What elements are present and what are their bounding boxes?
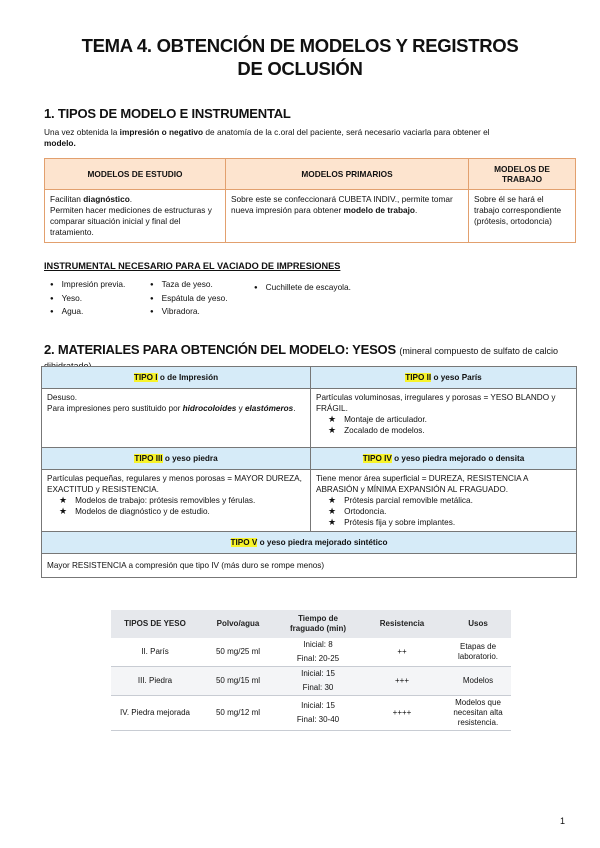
- fraguado-inicial: Inicial: 15: [301, 701, 335, 710]
- instrumental-heading: INSTRUMENTAL NECESARIO PARA EL VACIADO DE IMPRESIONES: [44, 261, 341, 271]
- fraguado-inicial: Inicial: 8: [303, 640, 333, 649]
- tipo-tag: TIPO V: [230, 538, 258, 547]
- tipo-label: o yeso piedra mejorado o densita: [391, 454, 525, 463]
- tipo-label: o yeso piedra mejorado sintético: [257, 538, 388, 547]
- table-header: TIPOS DE YESO: [111, 610, 199, 638]
- cell-resistencia: +++: [359, 667, 445, 696]
- intro-bold: impresión o negativo: [119, 127, 204, 137]
- cell-polvo: 50 mg/15 ml: [199, 667, 277, 696]
- tipo4-header: [311, 448, 577, 470]
- tipo3-body: [42, 470, 311, 532]
- list-item: ● Espátula de yeso.: [150, 292, 228, 306]
- table-header: Resistencia: [359, 610, 445, 638]
- cell-resistencia: ++: [359, 638, 445, 667]
- fraguado-final: Final: 30: [302, 683, 334, 692]
- list-item: ● Taza de yeso.: [150, 278, 228, 292]
- instrumental-list-3: [254, 281, 351, 295]
- instrumental-list-1: [50, 278, 125, 319]
- tipo-tag: TIPO II: [405, 373, 432, 382]
- table-header: Tiempo de fraguado (min): [277, 610, 359, 638]
- cell-resistencia: ++++: [359, 696, 445, 731]
- cell-bold: diagnóstico: [83, 194, 130, 204]
- table-header: MODELOS DE TRABAJO: [469, 159, 576, 190]
- fraguado-final: Final: 20-25: [296, 654, 340, 663]
- table-row: [111, 696, 511, 731]
- tipo-label: o yeso París: [431, 373, 482, 382]
- cell-text: Sobre este se confeccionará CUBETA INDIV., permite tomar nueva impresión para obtener: [231, 194, 453, 215]
- section1-intro: [44, 127, 514, 149]
- cell-text: Facilitan: [50, 194, 84, 204]
- cell-tipo: IV. Piedra mejorada: [111, 696, 199, 731]
- list-item: ● Vibradora.: [150, 305, 228, 319]
- text: Para impresiones pero sustituido por: [47, 404, 183, 413]
- fraguado-final: Final: 30-40: [296, 715, 340, 724]
- text-bold: elastómeros: [244, 404, 294, 413]
- tipo5-body: Mayor RESISTENCIA a compresión que tipo IV (más duro se rompe menos): [42, 554, 577, 578]
- cell-usos: Modelos: [445, 667, 511, 696]
- table-cell: Sobre él se hará el trabajo correspondiente (prótesis, ortodoncia): [469, 190, 576, 243]
- tipo-tag: TIPO I: [133, 373, 158, 382]
- table-header: MODELOS DE ESTUDIO: [45, 159, 226, 190]
- tipo-label: o yeso piedra: [162, 454, 218, 463]
- model-types-table: [44, 158, 576, 243]
- instrumental-list-2: [150, 278, 228, 319]
- cell-usos: Etapas de laboratorio.: [445, 638, 511, 667]
- tipo3-text: Partículas pequeñas, regulares y menos porosas = MAYOR DUREZA, EXACTITUD y RESISTENCIA.: [47, 474, 302, 494]
- tipo1-line: [47, 403, 305, 414]
- star-item: ★ Montaje de articulador.: [328, 414, 571, 425]
- star-item: ★ Prótesis parcial removible metálica.: [328, 495, 571, 506]
- star-item: ★ Prótesis fija y sobre implantes.: [328, 517, 571, 528]
- tipo1-header: [42, 367, 311, 389]
- title-line-1: TEMA 4. OBTENCIÓN DE MODELOS Y REGISTROS: [81, 35, 519, 56]
- cell-fraguado: [277, 638, 359, 667]
- title-line-2: DE OCLUSIÓN: [237, 58, 363, 79]
- tipo4-text: Tiene menor área superficial = DUREZA, RESISTENCIA A ABRASIÓN y MÍNIMA EXPANSIÓN AL FRAGUADO.: [316, 474, 528, 494]
- tipo1-line: Desuso.: [47, 393, 78, 402]
- cell-polvo: 50 mg/25 ml: [199, 638, 277, 667]
- text: .: [293, 404, 296, 413]
- cell-bold: modelo de trabajo: [343, 205, 416, 215]
- tipo2-header: [311, 367, 577, 389]
- fraguado-inicial: Inicial: 15: [301, 669, 335, 678]
- yesos-table: [41, 366, 577, 578]
- cell-polvo: 50 mg/12 ml: [199, 696, 277, 731]
- table-row: [111, 667, 511, 696]
- tipo4-body: [311, 470, 577, 532]
- table-row: [111, 638, 511, 667]
- table-header: Polvo/agua: [199, 610, 277, 638]
- cell-text: .: [129, 194, 133, 204]
- page-number: 1: [560, 816, 566, 826]
- list-item: ● Impresión previa.: [50, 278, 125, 292]
- cell-tipo: II. París: [111, 638, 199, 667]
- tipo-label: o de Impresión: [157, 373, 219, 382]
- table-header: MODELOS PRIMARIOS: [226, 159, 469, 190]
- cell-tipo: III. Piedra: [111, 667, 199, 696]
- tipo1-body: [42, 389, 311, 448]
- yeso-comparison-table: [111, 610, 511, 731]
- tipo-tag: TIPO III: [134, 454, 163, 463]
- tipo2-text: Partículas voluminosas, irregulares y porosas = YESO BLANDO y FRÁGIL.: [316, 393, 556, 413]
- table-header: Usos: [445, 610, 511, 638]
- cell-usos: Modelos que necesitan alta resistencia.: [445, 696, 511, 731]
- tipo3-header: [42, 448, 311, 470]
- section2-subtitle: (mineral compuesto de sulfato de calcio: [399, 346, 558, 356]
- star-item: ★ Ortodoncia.: [328, 506, 571, 517]
- cell-fraguado: [277, 696, 359, 731]
- cell-text: .: [415, 205, 418, 215]
- list-item: ● Yeso.: [50, 292, 125, 306]
- intro-bold: modelo.: [44, 138, 76, 148]
- tipo2-body: [311, 389, 577, 448]
- list-item: ● Agua.: [50, 305, 125, 319]
- cell-text: Permiten hacer mediciones de estructuras y comparar situación inicial y final del tratamiento.: [50, 205, 212, 237]
- text: y: [236, 404, 245, 413]
- table-cell: [226, 190, 469, 243]
- star-item: ★ Zocalado de modelos.: [328, 425, 571, 436]
- section2-title: 2. MATERIALES PARA OBTENCIÓN DEL MODELO: YESOS: [44, 342, 396, 357]
- tipo5-header: [42, 532, 577, 554]
- page-title: [40, 34, 560, 80]
- tipo-tag: TIPO IV: [362, 454, 392, 463]
- star-item: ★ Modelos de trabajo: prótesis removibles y férulas.: [59, 495, 305, 506]
- intro-text: Una vez obtenida la: [44, 127, 120, 137]
- table-cell: [45, 190, 226, 243]
- intro-text: de anatomía de la c.oral del paciente, será necesario vaciarla para obtener el: [203, 127, 490, 137]
- section1-heading: 1. TIPOS DE MODELO E INSTRUMENTAL: [44, 106, 291, 121]
- list-item: ● Cuchillete de escayola.: [254, 281, 351, 295]
- text-bold: hidrocoloides: [182, 404, 237, 413]
- cell-fraguado: [277, 667, 359, 696]
- star-item: ★ Modelos de diagnóstico y de estudio.: [59, 506, 305, 517]
